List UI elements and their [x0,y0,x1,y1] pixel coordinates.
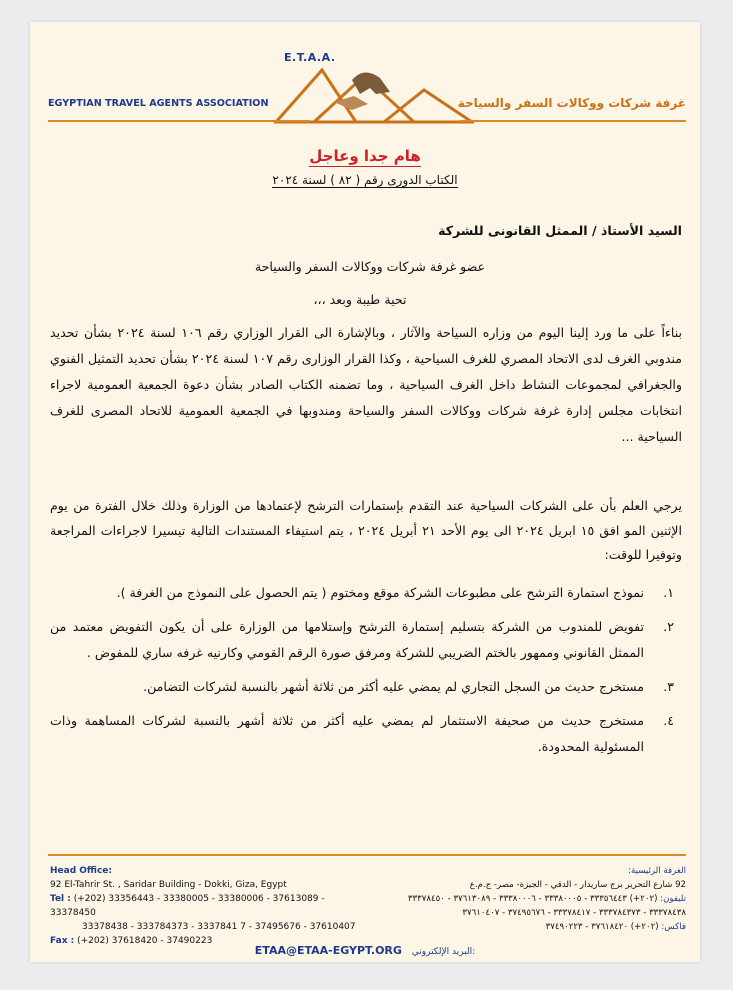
list-text: تفويض للمندوب من الشركة بتسليم إستمارة الترشح وإستلامها من الوزارة على أن يكون التفويض معتمد من الممثل القانوني وممهور بالختم الضريبي للشركة ومرفق صورة الرقم القومي وكارنيه غرفه ساري للمفوض . [50,619,644,660]
head-office-label: Head Office: [50,866,113,876]
abbreviation: E.T.A.A. [284,51,336,64]
paragraph-requirements: يرجي العلم بأن على الشركات السياحية عند التقدم بإستمارات الترشح لإعتمادها من الوزارة وذلك خلال الفترة من يوم الإثنين المو افق ١٥ ابريل ٢٠٢٤ الى يوم الأحد ٢١ أبريل ٢٠٢٤ ، يتم استيفاء المستندات التالية تيسيرا لاجراءات المراجعة وتوفيرا للوقت: [50,498,682,562]
list-text: نموذج استمارة الترشح على مطبوعات الشركة موقع ومختوم ( يتم الحصول على النموذج من الغرفة ). [116,585,644,600]
list-item [50,674,682,700]
tel-label-en: Tel : [50,894,71,904]
tel-numbers-ar-2: ٣٣٣٧٨٤٣٨ - ٣٣٣٧٨٤٣٧٣ - ٣٣٣٧٨٤١٧ - ٣٧٤٩٥٦٧٦ - ٣٧٦١٠٤٠٧ [462,908,686,918]
list-number: ٢. [663,619,674,634]
org-name-ar: غرفة شركات ووكالات السفر والسياحة [457,96,686,110]
list-number: ٤. [663,713,674,728]
list-number: ١. [663,585,674,600]
requirements-list [50,580,682,768]
footer-divider [48,854,686,856]
list-text: مستخرج حديث من صحيفة الاستثمار لم يمضي عليه أكثر من ثلاثة أشهر بالنسبة لشركات المساهمة وذات المسئولية المحدودة. [50,713,644,754]
list-text: مستخرج حديث من السجل التجاري لم يمضي عليه أكثر من ثلاثة أشهر بالنسبة لشركات التضامن. [143,679,644,694]
pyramids-logo-icon [274,62,474,124]
list-item [50,708,682,760]
urgent-heading: هام جدا وعاجل [309,147,421,165]
tel-label-ar: تليفون: [660,894,686,904]
footer-contact-en [50,864,370,948]
list-number: ٣. [663,679,674,694]
fax-numbers-ar: (٢٠٢+) ٣٧٦١٨٤٢٠ - ٣٧٤٩٠٢٢٣ [545,922,659,932]
fax-label-ar: فاكس: [661,922,686,932]
address-en: 92 El-Tahrir St. , Saridar Building - Dokki, Giza, Egypt [50,880,287,890]
footer-contact-ar [386,864,686,934]
header-divider-right [460,120,686,122]
org-name-en: EGYPTIAN TRAVEL AGENTS ASSOCIATION [48,98,269,109]
tel-numbers-en: (+202) 33356443 - 33380005 - 33380006 - 37613089 - 33378450 [50,894,325,918]
paragraph-intro: بناءاً على ما ورد إلينا اليوم من وزاره السياحة والآثار ، وبالإشارة الى القرار الوزاري رقم ١٠٦ لسنة ٢٠٢٤ بشأن تحديد مندوبي الغرف لدى الاتحاد المصري للغرف السياحية ، وكذا القرار الوزارى رقم ١٠٧ لسنة ٢٠٢٤ بشأن تحديد التمثيل الفنوي والجغرافي لمجموعات النشاط داخل الغرف السياحية ، وما تضمنه الكتاب الصادر بشأن دعوة الجمعية العمومية لاجراء انتخابات مجلس إدارة غرفة شركات ووكالات السفر والسياحة ومندوبها في الجمعية العمومية للاتحاد المصرى للغرف السياحية ... [50,325,683,444]
header-divider-left [48,120,310,122]
tel-numbers-ar: (٢٠٢+) ٣٣٣٥٦٤٤٣ - ٣٣٣٨٠٠٠٥ - ٣٣٣٨٠٠٠٦ - ٣٧٦١٣٠٨٩ - ٣٣٣٧٨٤٥٠ [407,894,658,904]
salutation-line-3: تحية طيبة وبعد ،،، [313,292,407,307]
tel-numbers-en-2: 33378438 - 333784373 - 3337841 7 - 37495676 - 37610407 [82,922,356,932]
list-item [50,580,682,606]
head-office-label-ar: الغرفة الرئيسية: [628,866,686,876]
fax-numbers-en: (+202) 37618420 - 37490223 [77,936,213,946]
list-item [50,614,682,666]
salutation-line-1: السيد الأستاذ / الممثل القانونى للشركة [438,223,682,238]
email-address[interactable]: ETAA@ETAA-EGYPT.ORG [254,944,402,957]
letter-page [30,22,700,962]
salutation-line-2: عضو غرفة شركات ووكالات السفر والسياحة [254,259,486,274]
email-label: البريد الإلكتروني: [411,947,476,957]
circular-number: الكتاب الدورى رقم ( ٨٢ ) لسنة ٢٠٢٤ [272,173,458,187]
fax-label-en: Fax : [50,936,75,946]
address-ar: 92 شارع التحرير برج ساريدار - الدقي - الجيزة- مصر- ج.م.ع [469,880,686,890]
footer-email [30,944,700,957]
